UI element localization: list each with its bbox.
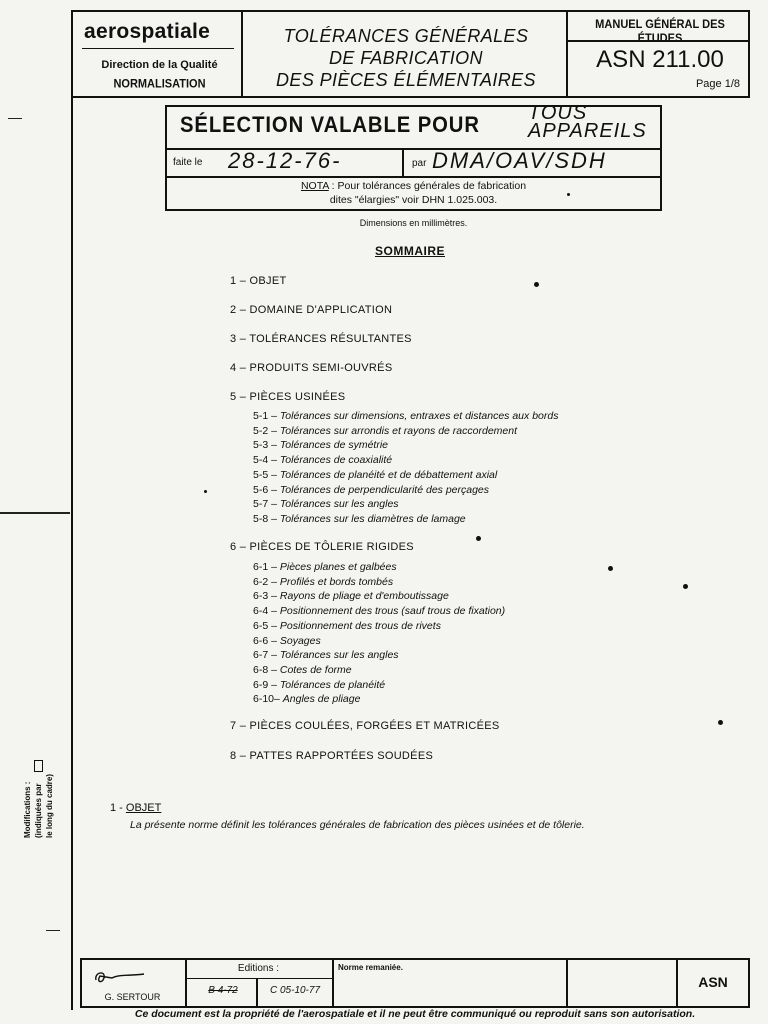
doc-title-line-3: DES PIÈCES ÉLÉMENTAIRES [276, 70, 536, 90]
toc-subsection-number: 6-8 – [253, 663, 277, 676]
modifications-line-1: Modifications : [23, 781, 32, 838]
page-number: Page 1/8 [695, 78, 740, 90]
toc-subsection-text: Positionnement des trous (sauf trous de fixation) [279, 605, 506, 618]
toc-subsection-number: 6-10– [253, 693, 280, 706]
toc-section: 7 – PIÈCES COULÉES, FORGÉES ET MATRICÉES [230, 720, 500, 732]
toc-subsection [253, 469, 497, 481]
selection-scope-line-1: TOUS [528, 102, 588, 124]
toc-subsection [253, 410, 558, 422]
toc-subsection-text: Tolérances de symétrie [279, 439, 389, 452]
toc-subsection-text: Tolérances sur les angles [279, 649, 399, 662]
scan-margin-mark [46, 930, 60, 931]
scan-speck [567, 193, 570, 196]
toc-subsection-text: Tolérances de planéité et de débattement axial [279, 468, 498, 481]
editions-divider [185, 978, 332, 979]
edition-c: C 05-10-77 [269, 985, 321, 996]
toc-subsection [253, 605, 505, 617]
toc-subsection [253, 693, 360, 705]
edition-b: B 4-72 [208, 985, 238, 996]
selection-vertical-divider [402, 148, 404, 176]
property-notice: Ce document est la propriété de l'aerospatiale et il ne peut être communiqué ou reproduit sans son autorisation. [134, 1008, 696, 1020]
editions-label: Editions : [237, 963, 280, 974]
toc-subsection [253, 498, 399, 510]
department-label: NORMALISATION [113, 77, 206, 91]
toc-subsection-number: 5-1 – [253, 410, 277, 422]
scan-margin-mark [8, 118, 22, 119]
toc-subsection-text: Rayons de pliage et d'emboutissage [279, 590, 449, 603]
modifications-note [20, 760, 80, 840]
toc-subsection-text: Soyages [279, 634, 321, 647]
toc-subsection-text: Tolérances de coaxialité [279, 454, 393, 467]
toc-section: 1 – OBJET [230, 275, 287, 287]
toc-subsection [253, 649, 399, 661]
selection-divider-2 [165, 176, 662, 178]
toc-subsection-number: 5-7 – [253, 498, 277, 511]
toc-subsection-number: 6-1 – [253, 561, 277, 573]
toc-subsection [253, 635, 321, 647]
toc-subsection [253, 439, 388, 451]
footer-divider-3 [332, 958, 334, 1008]
toc-subsection-number: 6-2 – [253, 575, 277, 588]
objet-heading [110, 802, 161, 814]
selection-author: DMA/OAV/SDH [432, 148, 607, 173]
toc-subsection [253, 425, 517, 437]
toc-subsection [253, 620, 441, 632]
doc-number: ASN 211.00 [596, 46, 724, 73]
objet-text: La présente norme définit les tolérances générales de fabrication des pièces usinées et de tôlerie. [130, 819, 585, 831]
toc-subsection-number: 5-3 – [253, 439, 277, 452]
toc-subsection-text: Tolérances de perpendicularité des perçages [279, 483, 490, 496]
footer-divider-4 [566, 958, 568, 1008]
toc-subsection-text: Tolérances sur arrondis et rayons de raccordement [279, 424, 518, 437]
scan-margin-line [0, 512, 70, 514]
signature-image [92, 966, 152, 988]
toc-subsection-number: 6-7 – [253, 649, 277, 662]
selection-date: 28-12-76- [228, 148, 342, 173]
toc-subsection [253, 561, 397, 573]
toc-subsection-text: Angles de pliage [282, 693, 361, 706]
scan-speck [476, 536, 481, 541]
dimensions-note: Dimensions en millimètres. [359, 218, 468, 228]
toc-subsection [253, 484, 489, 496]
selection-scope-line-2: APPAREILS [528, 120, 647, 142]
sommaire-title: SOMMAIRE [375, 244, 445, 258]
toc-section: 6 – PIÈCES DE TÔLERIE RIGIDES [230, 541, 414, 553]
doc-title-line-1: TOLÉRANCES GÉNÉRALES [283, 26, 529, 46]
toc-subsection [253, 454, 392, 466]
toc-subsection-text: Tolérances sur les diamètres de lamage [279, 512, 466, 525]
toc-section: 4 – PRODUITS SEMI-OUVRÉS [230, 362, 393, 374]
toc-subsection [253, 513, 466, 525]
toc-subsection [253, 576, 393, 588]
scan-speck [683, 584, 688, 589]
toc-section: 8 – PATTES RAPPORTÉES SOUDÉES [230, 750, 434, 762]
nota-line-1: : Pour tolérances générales de fabrication [331, 180, 527, 192]
toc-subsection-number: 6-4 – [253, 605, 277, 618]
toc-subsection-number: 6-9 – [253, 678, 277, 691]
scan-speck [534, 282, 539, 287]
toc-subsection [253, 590, 449, 602]
manual-label: MANUEL GÉNÉRAL DES ÉTUDES [595, 17, 725, 45]
toc-subsection-text: Tolérances sur dimensions, entraxes et distances aux bords [279, 410, 559, 422]
toc-section: 2 – DOMAINE D'APPLICATION [230, 304, 393, 316]
toc-subsection-number: 5-2 – [253, 424, 277, 437]
brand-logo: aerospatiale [84, 20, 211, 43]
selection-label: SÉLECTION VALABLE POUR [180, 112, 480, 137]
objet-title: OBJET [125, 802, 162, 814]
toc-subsection-text: Tolérances sur les angles [279, 498, 399, 511]
edition-remark: Norme remaniée. [338, 963, 403, 972]
toc-subsection-number: 5-5 – [253, 468, 277, 481]
date-label: faite le [173, 157, 203, 168]
modifications-line-3: le long du cadre) [45, 773, 54, 838]
modifications-line-2: (indiquées par [34, 783, 43, 838]
toc-section: 3 – TOLÉRANCES RÉSULTANTES [230, 333, 412, 345]
toc-subsection-number: 5-6 – [253, 483, 277, 496]
scan-speck [204, 490, 207, 493]
nota-label: NOTA [300, 180, 329, 192]
author-label: par [412, 158, 427, 169]
nota-block [165, 179, 662, 207]
direction-label: Direction de la Qualité [101, 59, 218, 71]
toc-subsection-text: Cotes de forme [279, 663, 352, 676]
objet-number: 1 - [110, 802, 123, 814]
toc-subsection-text: Pièces planes et galbées [279, 561, 397, 573]
modification-marker-box [34, 760, 43, 772]
toc-subsection [253, 664, 352, 676]
toc-subsection-text: Tolérances de planéité [279, 678, 386, 691]
doc-title-line-2: DE FABRICATION [329, 48, 483, 68]
signer-name: G. SERTOUR [104, 992, 161, 1002]
brand-rule [82, 48, 234, 49]
toc-subsection-number: 5-8 – [253, 512, 277, 525]
toc-subsection-text: Positionnement des trous de rivets [279, 619, 441, 632]
toc-subsection-number: 6-5 – [253, 619, 277, 632]
nota-line-2: dites "élargies" voir DHN 1.025.003. [329, 194, 498, 206]
scan-speck [608, 566, 613, 571]
scan-speck [718, 720, 723, 725]
footer-code: ASN [698, 974, 728, 990]
toc-subsection-number: 6-6 – [253, 634, 277, 647]
toc-subsection-number: 6-3 – [253, 590, 277, 603]
toc-subsection-text: Profilés et bords tombés [279, 575, 394, 588]
toc-section: 5 – PIÈCES USINÉES [230, 391, 346, 403]
selection-scope [528, 104, 647, 140]
toc-subsection [253, 679, 385, 691]
toc-subsection-number: 5-4 – [253, 454, 277, 467]
